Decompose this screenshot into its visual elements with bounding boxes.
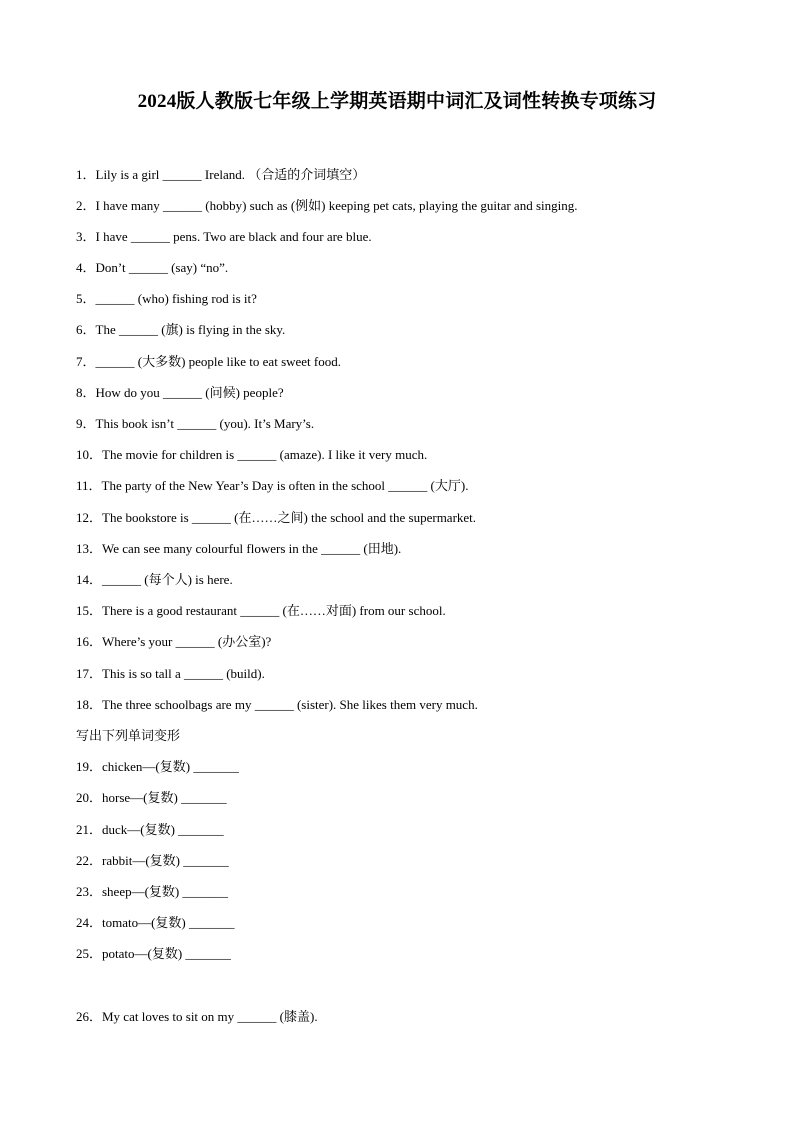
question-7: 7．______ (大多数) people like to eat sweet food. — [76, 354, 341, 369]
question-26: 26．My cat loves to sit on my ______ (膝盖). — [76, 1009, 318, 1024]
question-8: 8．How do you ______ (问候) people? — [76, 385, 284, 400]
question-12: 12．The bookstore is ______ (在……之间) the school and the supermarket. — [76, 510, 477, 525]
question-3: 3．I have ______ pens. Two are black and four are blue. — [76, 229, 372, 244]
question-5: 5．______ (who) fishing rod is it? — [76, 291, 257, 306]
question-13: 13．We can see many colourful flowers in the ______ (田地). — [76, 541, 402, 556]
question-4: 4．Don’t ______ (say) “no”. — [76, 260, 229, 275]
question-17: 17．This is so tall a ______ (build). — [76, 666, 265, 681]
question-21: 21．duck—(复数) _______ — [76, 822, 224, 837]
question-18: 18．The three schoolbags are my ______ (sister). She likes them very much. — [76, 697, 478, 712]
question-20: 20．horse—(复数) _______ — [76, 790, 227, 805]
question-9: 9．This book isn’t ______ (you). It’s Mary’s. — [76, 416, 315, 431]
question-15: 15．There is a good restaurant ______ (在……对面) from our school. — [76, 603, 446, 618]
question-2: 2．I have many ______ (hobby) such as (例如) keeping pet cats, playing the guitar and singing. — [76, 198, 578, 213]
question-14: 14．______ (每个人) is here. — [76, 572, 233, 587]
question-16: 16．Where’s your ______ (办公室)? — [76, 634, 272, 649]
question-19: 19．chicken—(复数) _______ — [76, 759, 239, 774]
question-22: 22．rabbit—(复数) _______ — [76, 853, 229, 868]
question-23: 23．sheep—(复数) _______ — [76, 884, 229, 899]
question-11: 11．The party of the New Year’s Day is often in the school ______ (大厅). — [76, 478, 469, 493]
page-title: 2024版人教版七年级上学期英语期中词汇及词性转换专项练习 — [137, 91, 657, 112]
question-25: 25．potato—(复数) _______ — [76, 946, 231, 961]
question-10: 10．The movie for children is ______ (amaze). I like it very much. — [76, 447, 428, 462]
question-6: 6．The ______ (旗) is flying in the sky. — [76, 322, 286, 337]
question-1: 1．Lily is a girl ______ Ireland. （合适的介词填空） — [76, 167, 366, 182]
question-24: 24．tomato—(复数) _______ — [76, 915, 235, 930]
section-heading: 写出下列单词变形 — [76, 728, 181, 743]
